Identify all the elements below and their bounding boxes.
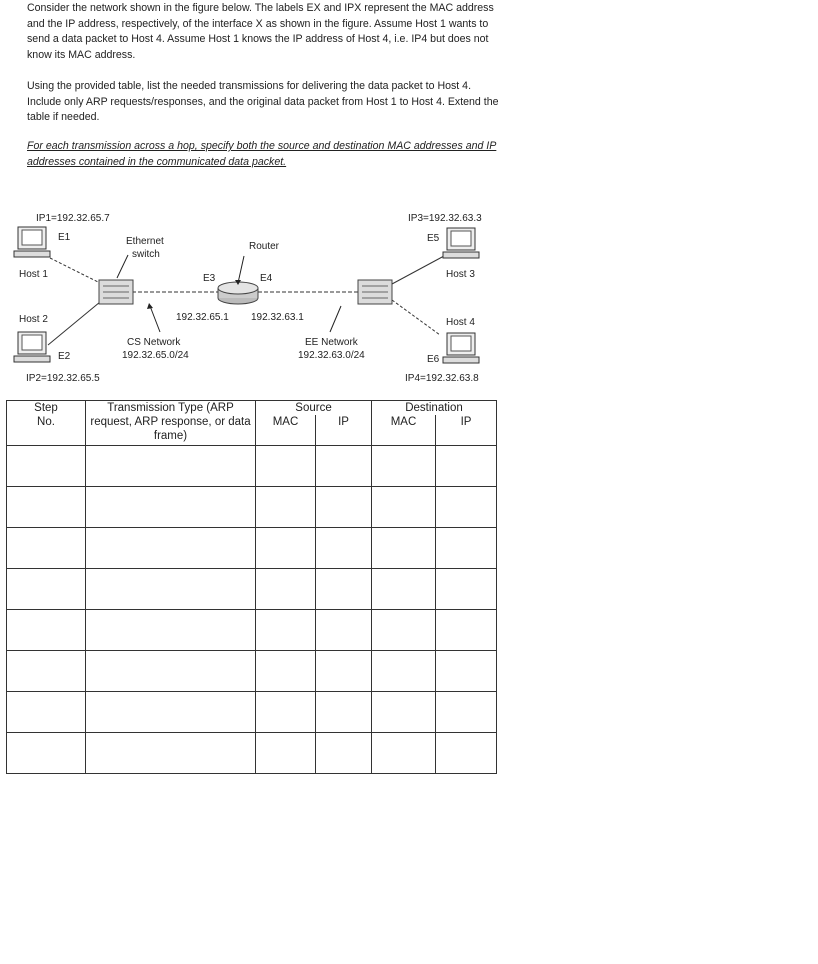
- destination-mac-cell[interactable]: [372, 528, 436, 569]
- table-row: [7, 733, 497, 774]
- e3-label: E3: [203, 273, 216, 284]
- e2-label: E2: [58, 351, 71, 362]
- table-body: [7, 446, 497, 774]
- source-ip-cell[interactable]: [316, 692, 372, 733]
- destination-mac-header: MAC: [372, 415, 436, 446]
- cs-subnet-label: 192.32.65.0/24: [122, 350, 189, 361]
- destination-ip-cell[interactable]: [436, 733, 497, 774]
- destination-ip-header: IP: [436, 415, 497, 446]
- step-cell[interactable]: [7, 446, 86, 487]
- e4-label: E4: [260, 273, 273, 284]
- destination-mac-cell[interactable]: [372, 692, 436, 733]
- type-cell[interactable]: [86, 446, 256, 487]
- ee-network-pointer: [330, 306, 341, 332]
- type-cell[interactable]: [86, 528, 256, 569]
- host3-computer-icon: [443, 228, 479, 258]
- router-ip-ee-label: 192.32.63.1: [251, 312, 304, 323]
- type-cell[interactable]: [86, 610, 256, 651]
- table-row: [7, 651, 497, 692]
- source-ip-cell[interactable]: [316, 446, 372, 487]
- destination-ip-cell[interactable]: [436, 569, 497, 610]
- router-icon: [218, 282, 258, 304]
- source-ip-cell[interactable]: [316, 528, 372, 569]
- source-ip-cell[interactable]: [316, 487, 372, 528]
- ip1-label: IP1=192.32.65.7: [36, 213, 110, 224]
- host1-computer-icon: [14, 227, 50, 257]
- instruction-paragraph: For each transmission across a hop, specify both the source and destination MAC addresses and IP addresses contained in the communicated data packet.: [27, 140, 497, 168]
- source-header: Source: [256, 401, 372, 416]
- switch-cs-icon: [99, 280, 133, 304]
- destination-mac-cell[interactable]: [372, 569, 436, 610]
- type-cell[interactable]: [86, 651, 256, 692]
- source-ip-header: IP: [316, 415, 372, 446]
- type-cell[interactable]: [86, 487, 256, 528]
- intro-paragraph-1: Consider the network shown in the figure below. The labels EX and IPX represent the MAC address and the IP address, respectively, of the interface X as shown in the figure. Assume Host 1 wants to send a data packet to Host 4. Assume Host 1 knows the IP address of Host 4, i.e. IP4 but does not know its MAC address.: [27, 2, 494, 61]
- router-label: Router: [249, 241, 280, 252]
- destination-mac-cell[interactable]: [372, 610, 436, 651]
- table-row: [7, 692, 497, 733]
- host3-label: Host 3: [446, 269, 475, 280]
- table-row: [7, 446, 497, 487]
- source-mac-cell[interactable]: [256, 487, 316, 528]
- switch-label-pointer: [117, 255, 128, 278]
- step-cell[interactable]: [7, 610, 86, 651]
- type-cell[interactable]: [86, 733, 256, 774]
- destination-ip-cell[interactable]: [436, 487, 497, 528]
- step-header: [7, 401, 86, 446]
- switch-label-line2: switch: [132, 249, 160, 260]
- source-mac-cell[interactable]: [256, 569, 316, 610]
- switch-ee-icon: [358, 280, 392, 304]
- link-host2-switch: [48, 302, 100, 345]
- step-cell[interactable]: [7, 487, 86, 528]
- table-header-row: [7, 401, 497, 416]
- network-diagram: [0, 200, 520, 400]
- destination-mac-cell[interactable]: [372, 733, 436, 774]
- destination-ip-cell[interactable]: [436, 446, 497, 487]
- source-ip-cell[interactable]: [316, 733, 372, 774]
- destination-ip-cell[interactable]: [436, 692, 497, 733]
- destination-ip-cell[interactable]: [436, 651, 497, 692]
- source-mac-cell[interactable]: [256, 528, 316, 569]
- host2-label: Host 2: [19, 314, 48, 325]
- router-ip-cs-label: 192.32.65.1: [176, 312, 229, 323]
- host4-label: Host 4: [446, 317, 475, 328]
- link-switch2-host3: [392, 256, 444, 284]
- source-mac-cell[interactable]: [256, 692, 316, 733]
- step-header-line1: Step: [34, 402, 58, 414]
- link-host1-switch: [50, 258, 100, 283]
- ip4-label: IP4=192.32.63.8: [405, 373, 479, 384]
- table-row: [7, 528, 497, 569]
- source-mac-cell[interactable]: [256, 446, 316, 487]
- source-mac-header: MAC: [256, 415, 316, 446]
- table-row: [7, 487, 497, 528]
- source-ip-cell[interactable]: [316, 569, 372, 610]
- step-cell[interactable]: [7, 692, 86, 733]
- ip2-label: IP2=192.32.65.5: [26, 373, 100, 384]
- host4-computer-icon: [443, 333, 479, 363]
- cs-arrowhead-icon: [147, 303, 153, 309]
- destination-header: Destination: [372, 401, 497, 416]
- cs-network-pointer: [150, 306, 160, 332]
- ee-subnet-label: 192.32.63.0/24: [298, 350, 365, 361]
- ee-network-label: EE Network: [305, 337, 358, 348]
- intro-paragraph-2: Using the provided table, list the needed transmissions for delivering the data packet to Host 4. Include only ARP requests/responses, and the original data packet from Host 1 to Host 4. Extend the table if needed.: [27, 80, 499, 123]
- switch-label-line1: Ethernet: [126, 236, 164, 247]
- table-row: [7, 610, 497, 651]
- link-switch2-host4: [392, 300, 440, 335]
- cs-network-label: CS Network: [127, 337, 181, 348]
- source-mac-cell[interactable]: [256, 733, 316, 774]
- step-cell[interactable]: [7, 528, 86, 569]
- step-cell[interactable]: [7, 569, 86, 610]
- step-cell[interactable]: [7, 733, 86, 774]
- destination-ip-cell[interactable]: [436, 610, 497, 651]
- destination-ip-cell[interactable]: [436, 528, 497, 569]
- source-mac-cell[interactable]: [256, 651, 316, 692]
- type-cell[interactable]: [86, 569, 256, 610]
- type-cell[interactable]: [86, 692, 256, 733]
- step-cell[interactable]: [7, 651, 86, 692]
- source-ip-cell[interactable]: [316, 610, 372, 651]
- ip3-label: IP3=192.32.63.3: [408, 213, 482, 224]
- step-header-line2: No.: [37, 416, 55, 428]
- source-ip-cell[interactable]: [316, 651, 372, 692]
- destination-mac-cell[interactable]: [372, 487, 436, 528]
- destination-mac-cell[interactable]: [372, 651, 436, 692]
- transmission-table: [6, 400, 497, 774]
- e6-label: E6: [427, 354, 440, 365]
- table-row: [7, 569, 497, 610]
- router-arrow-icon: [238, 256, 244, 283]
- source-mac-cell[interactable]: [256, 610, 316, 651]
- host1-label: Host 1: [19, 269, 48, 280]
- e1-label: E1: [58, 232, 71, 243]
- e5-label: E5: [427, 233, 440, 244]
- destination-mac-cell[interactable]: [372, 446, 436, 487]
- type-header: Transmission Type (ARP request, ARP response, or data frame): [86, 401, 256, 446]
- host2-computer-icon: [14, 332, 50, 362]
